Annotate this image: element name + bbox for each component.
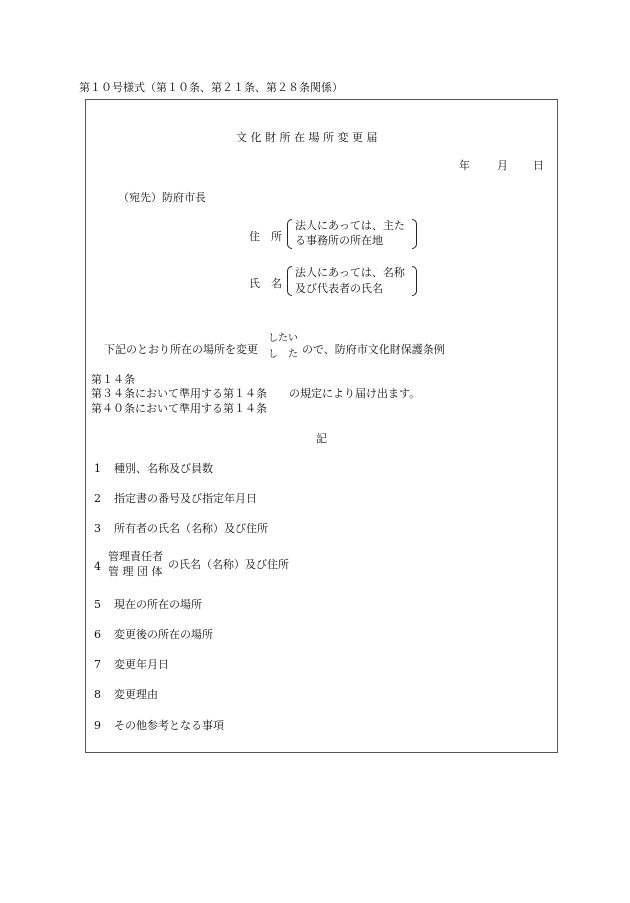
item-text: 指定書の番号及び指定年月日 <box>114 492 257 505</box>
item-option-organization: 管 理 団 体 <box>108 565 163 578</box>
body-option-shitai: したい <box>268 333 298 344</box>
item-text: その他参考となる事項 <box>114 719 224 732</box>
report-statement: の規定により届け出ます。 <box>289 387 421 400</box>
item-number: 7 <box>94 658 101 671</box>
address-note-close-brace <box>412 219 417 249</box>
item-option-manager: 管理責任者 <box>108 550 163 563</box>
item-number: 8 <box>94 688 101 701</box>
item-number: 1 <box>94 462 101 475</box>
item-text: の氏名（名称）及び住所 <box>168 558 289 571</box>
address-note-line-2: る事務所の所在地 <box>295 234 383 247</box>
body-prefix: 下記のとおり所在の場所を変更 <box>104 343 258 356</box>
article-line-34: 第３４条において準用する第１４条 <box>91 387 267 400</box>
item-text: 所有者の氏名（名称）及び住所 <box>114 522 268 535</box>
name-note-close-brace <box>412 266 417 296</box>
item-text: 変更年月日 <box>114 658 169 671</box>
item-text: 変更後の所在の場所 <box>114 628 213 641</box>
item-number: 3 <box>94 522 101 535</box>
name-note-line-2: 及び代表者の氏名 <box>295 282 383 295</box>
date-year-label: 年 <box>459 159 470 172</box>
form-number-label: 第１０号様式（第１０条、第２１条、第２８条関係） <box>79 81 343 94</box>
article-line-14: 第１４条 <box>91 373 135 386</box>
form-title: 文 化 財 所 在 場 所 変 更 届 <box>236 131 378 144</box>
article-line-40: 第４０条において準用する第１４条 <box>91 402 267 415</box>
name-note-line-1: 法人にあっては、名称 <box>295 266 405 279</box>
addressee: （宛先）防府市長 <box>118 191 206 204</box>
address-label: 住 所 <box>249 230 282 243</box>
body-suffix: ので、防府市文化財保護条例 <box>302 343 445 356</box>
item-text: 種別、名称及び員数 <box>114 462 213 475</box>
address-note-line-1: 法人にあっては、主た <box>295 219 405 232</box>
item-number: 2 <box>94 492 101 505</box>
address-note-open-brace <box>287 219 292 249</box>
item-number: 5 <box>94 598 101 611</box>
item-number: 4 <box>94 560 101 573</box>
date-day-label: 日 <box>533 159 544 172</box>
ki-heading: 記 <box>316 432 327 445</box>
name-label: 氏 名 <box>249 277 282 290</box>
item-text: 変更理由 <box>114 688 158 701</box>
item-text: 現在の所在の場所 <box>114 598 202 611</box>
date-month-label: 月 <box>497 159 508 172</box>
item-number: 6 <box>94 628 101 641</box>
body-option-shita: し た <box>268 349 298 360</box>
name-note-open-brace <box>287 266 292 296</box>
item-number: 9 <box>94 719 101 732</box>
